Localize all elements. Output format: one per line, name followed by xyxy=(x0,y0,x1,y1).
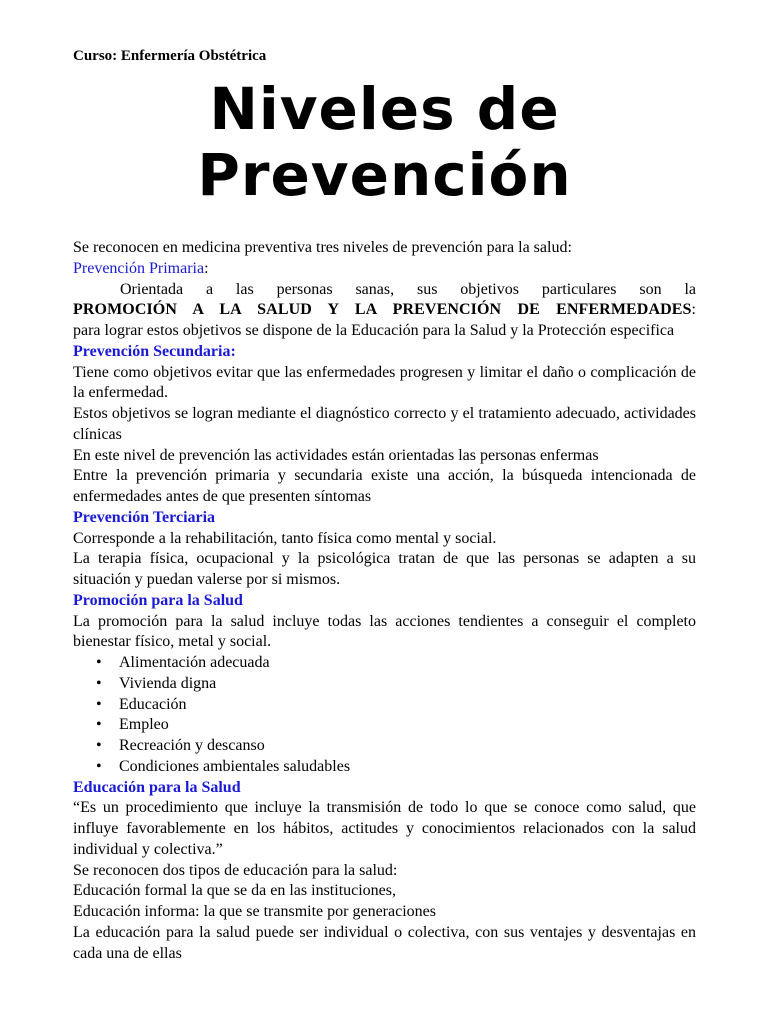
primaria-rest: para lograr estos objetivos se dispone de la Educación para la Salud y la Protección especifica xyxy=(73,322,675,339)
course-label: Curso: Enfermería Obstétrica xyxy=(73,48,267,64)
bullet-icon: • xyxy=(96,716,102,734)
primaria-caps-text: PROMOCIÓN A LA SALUD Y LA PREVENCIÓN DE ENFERMEDADES xyxy=(73,301,692,319)
section-heading-promocion: Promoción para la Salud xyxy=(73,591,243,609)
educacion-paragraph-5: La educación para la salud puede ser individual o colectiva, con sus ventajes y desventajas en cada una de ellas xyxy=(73,923,696,962)
section-heading-primaria xyxy=(73,259,696,280)
educacion-paragraph-3: Educación formal la que se da en las instituciones, xyxy=(73,882,397,900)
secundaria-paragraph-2: Estos objetivos se logran mediante el diagnóstico correcto y el tratamiento adecuado, actividades clínicas xyxy=(73,405,696,443)
primaria-line-1: Orientada a las personas sanas, sus objetivos particulares son la xyxy=(120,280,696,298)
list-item xyxy=(73,695,696,716)
list-item xyxy=(73,653,696,674)
list-item-text: Educación xyxy=(119,695,187,713)
section-heading-educacion: Educación para la Salud xyxy=(73,778,241,796)
page-title xyxy=(73,76,696,208)
list-item-text: Recreación y descanso xyxy=(119,737,265,754)
bullet-icon: • xyxy=(96,674,102,692)
list-item xyxy=(73,674,696,695)
list-item xyxy=(73,736,696,757)
educacion-paragraph-2: Se reconocen dos tipos de educación para la salud: xyxy=(73,861,398,879)
primaria-caps-colon: : xyxy=(691,301,696,319)
promocion-bullet-list xyxy=(73,653,696,778)
intro-paragraph: Se reconocen en medicina preventiva tres niveles de prevención para la salud: xyxy=(73,239,572,256)
title-line-2: Prevención xyxy=(197,141,572,209)
bullet-icon: • xyxy=(96,757,102,775)
list-item-text: Condiciones ambientales saludables xyxy=(119,757,351,775)
primaria-caps-line xyxy=(73,300,696,321)
document-body xyxy=(73,238,696,964)
terciaria-paragraph-1: Corresponde a la rehabilitación, tanto física como mental y social. xyxy=(73,529,497,547)
list-item xyxy=(73,757,696,778)
section-heading-terciaria: Prevención Terciaria xyxy=(73,508,216,526)
primaria-heading-colon: : xyxy=(204,259,209,277)
primaria-heading-text: Prevención Primaria xyxy=(73,259,205,277)
educacion-paragraph-1: “Es un procedimiento que incluye la transmisión de todo lo que se conoce como salud, que influye favorablemente en los hábitos, actitudes y conocimientos relacionados con la salud individual y colectiva.” xyxy=(73,799,696,858)
secundaria-paragraph-3: En este nivel de prevención las actividades están orientadas las personas enfermas xyxy=(73,446,599,464)
secundaria-paragraph-1: Tiene como objetivos evitar que las enfermedades progresen y limitar el daño o complicación de la enfermedad. xyxy=(73,363,696,402)
promocion-paragraph-1: La promoción para la salud incluye todas las acciones tendientes a conseguir el completo bienestar físico, metal y social. xyxy=(73,612,696,651)
list-item-text: Alimentación adecuada xyxy=(119,654,270,671)
secundaria-paragraph-4: Entre la prevención primaria y secundaria existe una acción, la búsqueda intencionada de enfermedades antes de que presenten síntomas xyxy=(73,467,696,505)
list-item xyxy=(73,715,696,736)
section-heading-secundaria: Prevención Secundaria: xyxy=(73,342,236,360)
educacion-paragraph-4: Educación informa: la que se transmite por generaciones xyxy=(73,903,436,920)
list-item-text: Empleo xyxy=(119,716,169,734)
bullet-icon: • xyxy=(96,695,102,713)
bullet-icon: • xyxy=(96,654,102,671)
bullet-icon: • xyxy=(96,737,102,754)
title-line-1: Niveles de xyxy=(209,75,560,143)
terciaria-paragraph-2: La terapia física, ocupacional y la psicológica tratan de que las personas se adapten a su situación y puedan valerse por si mismos. xyxy=(73,550,696,588)
list-item-text: Vivienda digna xyxy=(119,674,217,692)
